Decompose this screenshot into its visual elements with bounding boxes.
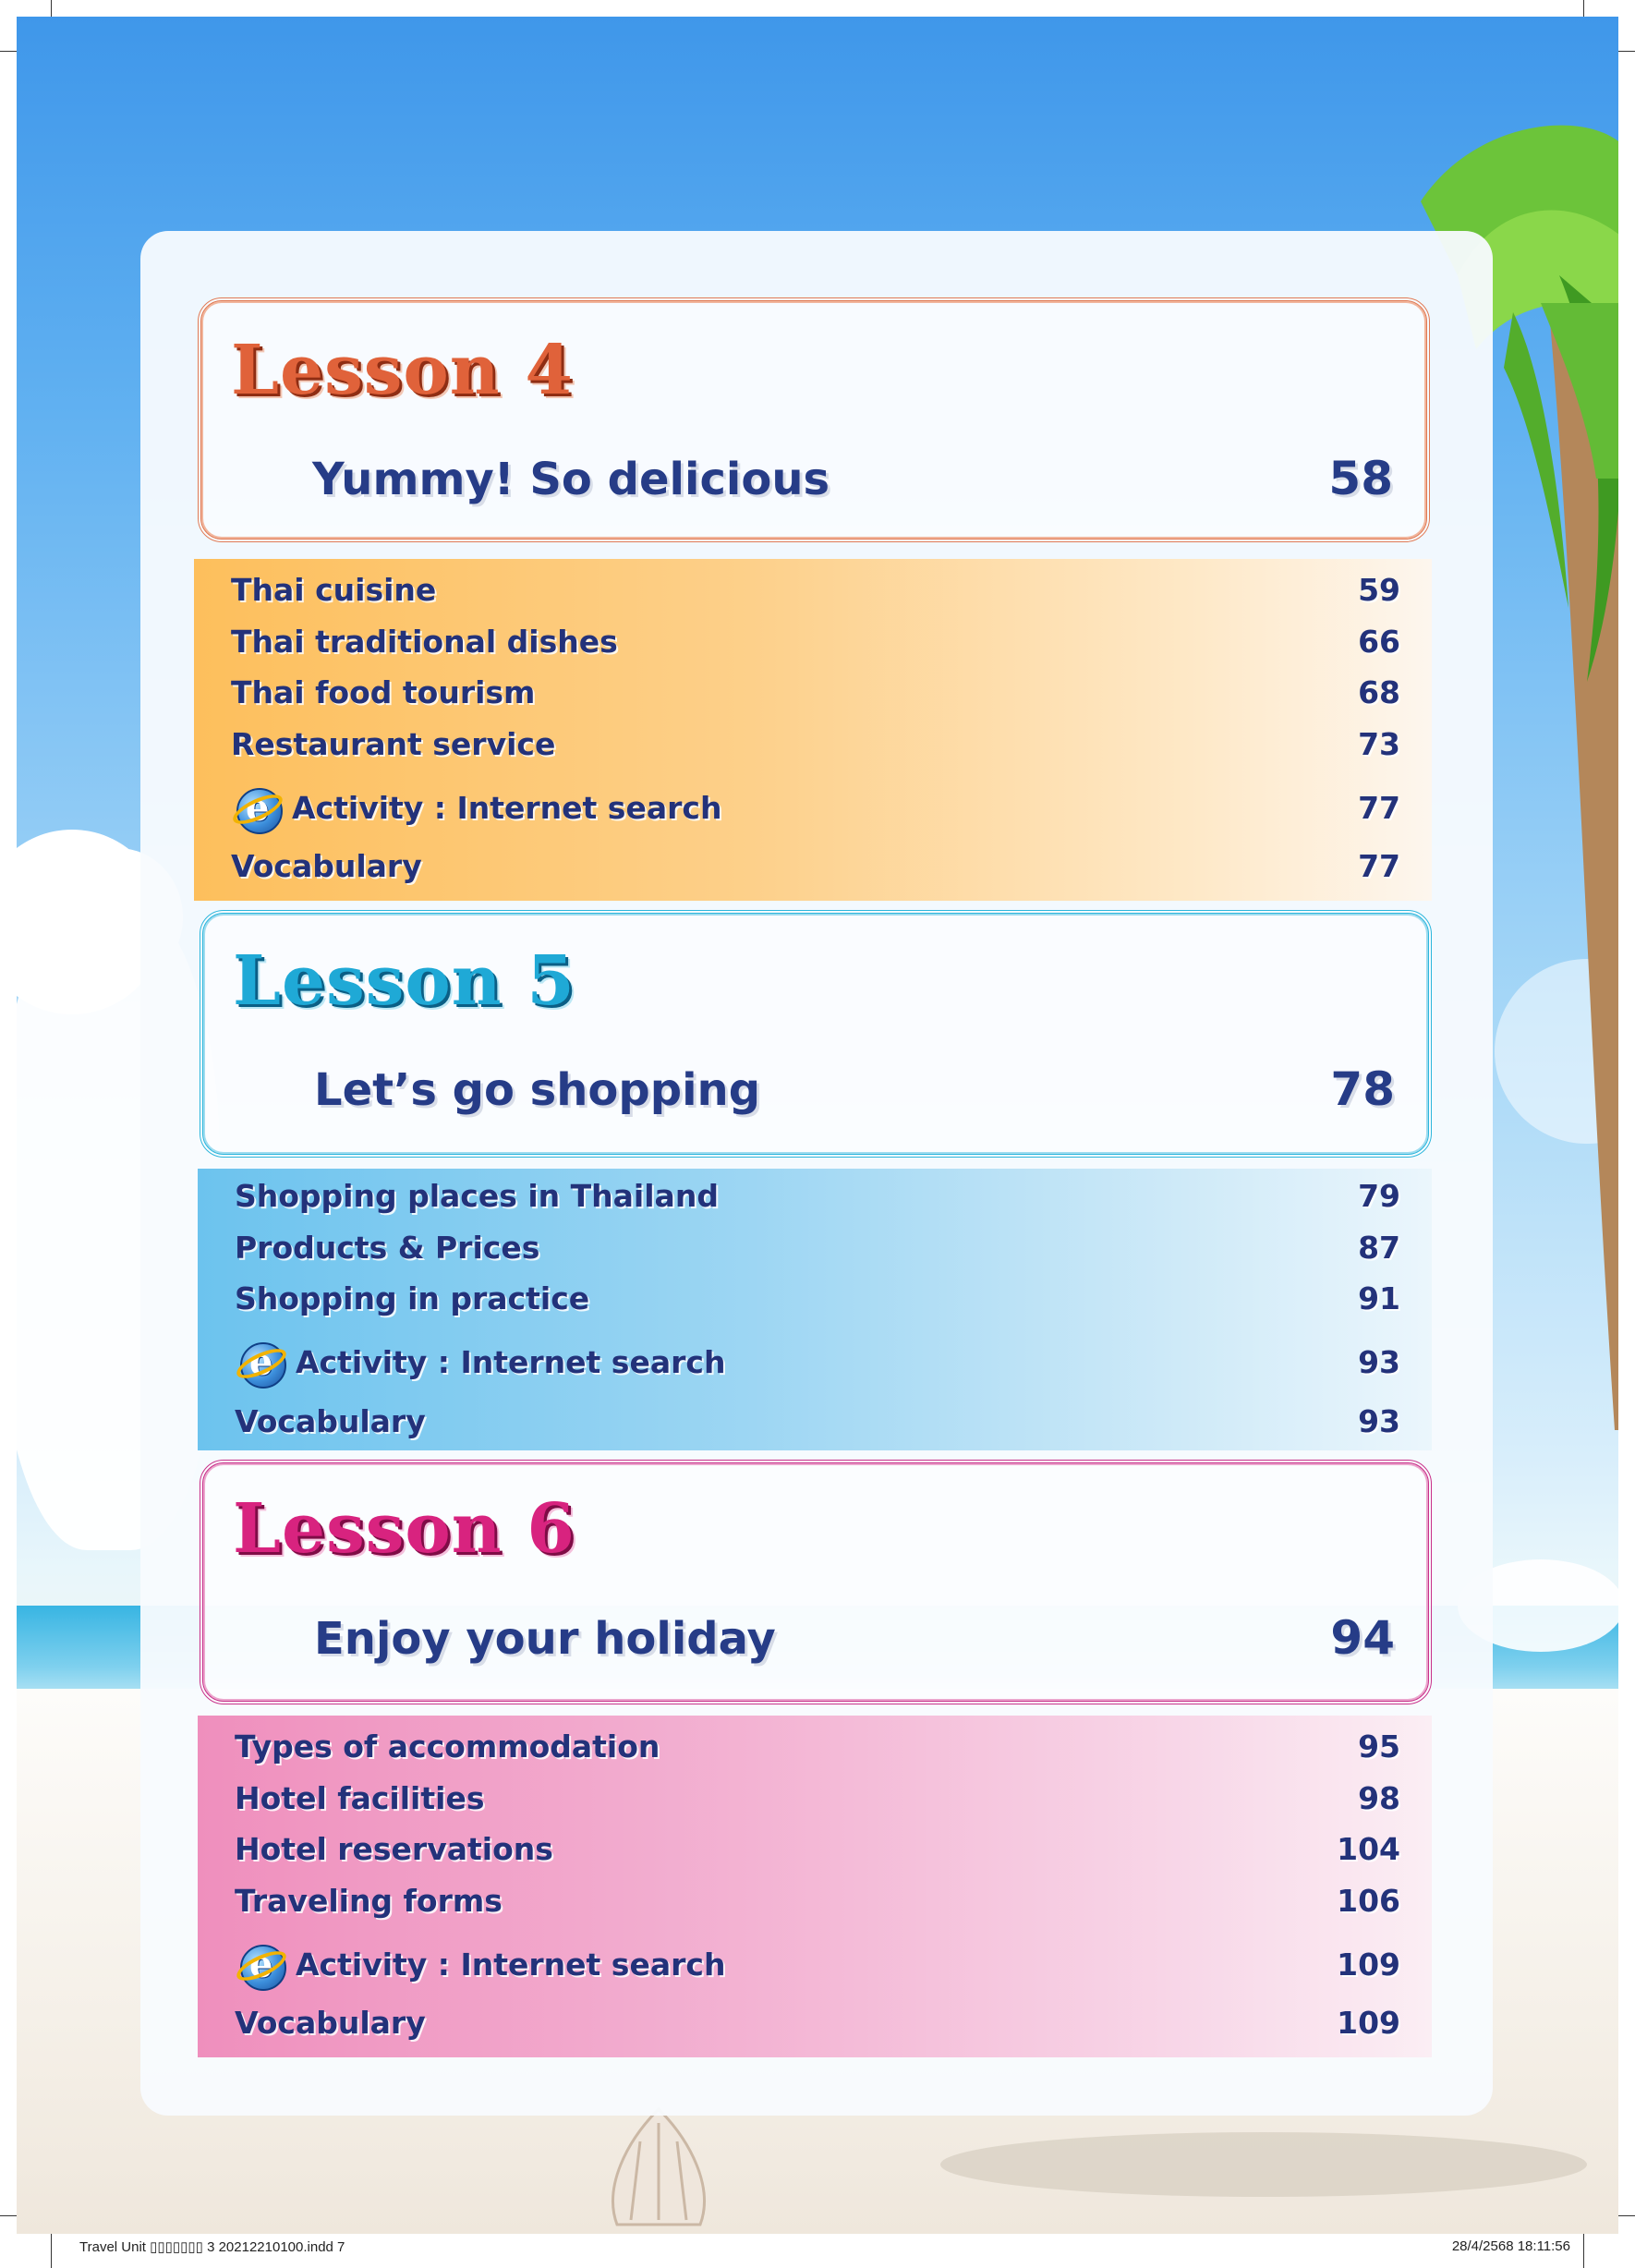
toc-entry-label: Vocabulary: [235, 2005, 426, 2041]
toc-entry-label: Thai cuisine: [231, 572, 437, 608]
toc-entry-label: Vocabulary: [235, 1403, 426, 1439]
toc-entry-label: Shopping in practice: [235, 1280, 590, 1316]
toc-entry-page: 104: [1337, 1831, 1400, 1867]
toc-entry[interactable]: [235, 1280, 1400, 1316]
lesson-5-header[interactable]: [200, 910, 1432, 1158]
internet-explorer-icon: e: [231, 781, 285, 834]
toc-entry-page: 87: [1358, 1230, 1400, 1266]
lesson-4-topic-list: [194, 559, 1432, 901]
print-slug-timestamp: 28/4/2568 18:11:56: [1451, 2238, 1570, 2254]
lesson-title: Lesson 4: [231, 331, 574, 410]
toc-entry-label: Traveling forms: [235, 1883, 503, 1919]
toc-entry-page: 77: [1358, 848, 1400, 884]
toc-entry-page: 59: [1358, 572, 1400, 608]
toc-entry[interactable]: [235, 1230, 1400, 1266]
internet-explorer-icon: e: [235, 1937, 288, 1991]
lesson-title: Lesson 5: [233, 941, 575, 1021]
toc-entry-page: 109: [1337, 2005, 1400, 2041]
toc-entry-label: Activity : Internet search: [296, 1946, 726, 1983]
toc-entry[interactable]: [231, 674, 1400, 710]
lesson-subtitle: Let’s go shopping: [314, 1064, 761, 1116]
toc-entry-label: Shopping places in Thailand: [235, 1178, 719, 1214]
toc-entry-page: 98: [1358, 1780, 1400, 1816]
toc-entry-page: 77: [1358, 789, 1400, 826]
toc-entry[interactable]: [235, 1883, 1400, 1919]
toc-entry-page: 91: [1358, 1280, 1400, 1316]
toc-entry-label: Activity : Internet search: [292, 789, 722, 826]
toc-entry-label: Types of accommodation: [235, 1728, 660, 1765]
toc-entry[interactable]: [235, 1728, 1400, 1765]
seashell-illustration: [599, 2104, 719, 2234]
print-slug-filename: Travel Unit ▯▯▯▯▯▯▯ 3 20212210100.indd 7: [79, 2239, 345, 2255]
internet-explorer-icon: e: [235, 1335, 288, 1389]
toc-entry[interactable]: [235, 1780, 1400, 1816]
toc-entry-page: 68: [1358, 674, 1400, 710]
trim-mark: [1583, 2231, 1584, 2268]
toc-entry-label: Vocabulary: [231, 848, 422, 884]
toc-entry[interactable]: [231, 572, 1400, 608]
toc-entry-page: 93: [1358, 1403, 1400, 1439]
toc-entry-page: 66: [1358, 624, 1400, 660]
toc-entry-page: 93: [1358, 1343, 1400, 1380]
toc-entry[interactable]: [235, 1178, 1400, 1214]
toc-entry[interactable]: [235, 2005, 1400, 2041]
lesson-page-number: 78: [1330, 1062, 1395, 1116]
lesson-page-number: 58: [1328, 452, 1393, 505]
toc-entry-label: Restaurant service: [231, 726, 556, 762]
toc-entry-page: 95: [1358, 1728, 1400, 1765]
lesson-page-number: 94: [1330, 1611, 1395, 1665]
toc-entry-label: Products & Prices: [235, 1230, 540, 1266]
lesson-6-header[interactable]: [200, 1460, 1432, 1704]
toc-entry-activity[interactable]: [235, 1937, 1400, 1991]
toc-entry[interactable]: [231, 624, 1400, 660]
toc-entry-page: 79: [1358, 1178, 1400, 1214]
lesson-subtitle: Enjoy your holiday: [314, 1613, 776, 1665]
lesson-6-topic-list: [198, 1716, 1432, 2057]
lesson-subtitle: Yummy! So delicious: [312, 454, 830, 505]
toc-entry-page: 106: [1337, 1883, 1400, 1919]
toc-entry-label: Thai food tourism: [231, 674, 536, 710]
toc-entry-activity[interactable]: [231, 781, 1400, 834]
toc-entry-activity[interactable]: [235, 1335, 1400, 1389]
toc-entry[interactable]: [235, 1831, 1400, 1867]
toc-entry-label: Thai traditional dishes: [231, 624, 618, 660]
toc-entry-label: Hotel reservations: [235, 1831, 553, 1867]
trim-mark: [51, 2231, 52, 2268]
lesson-title: Lesson 6: [233, 1489, 575, 1569]
toc-entry[interactable]: [235, 1403, 1400, 1439]
toc-entry-label: Activity : Internet search: [296, 1343, 726, 1380]
sand-shadow: [940, 2132, 1587, 2197]
lesson-4-header[interactable]: [198, 297, 1430, 542]
toc-entry-page: 109: [1337, 1946, 1400, 1983]
contents-panel: [140, 231, 1493, 2116]
lesson-5-topic-list: [198, 1169, 1432, 1450]
toc-entry[interactable]: [231, 726, 1400, 762]
toc-entry-label: Hotel facilities: [235, 1780, 485, 1816]
toc-entry[interactable]: [231, 848, 1400, 884]
toc-entry-page: 73: [1358, 726, 1400, 762]
